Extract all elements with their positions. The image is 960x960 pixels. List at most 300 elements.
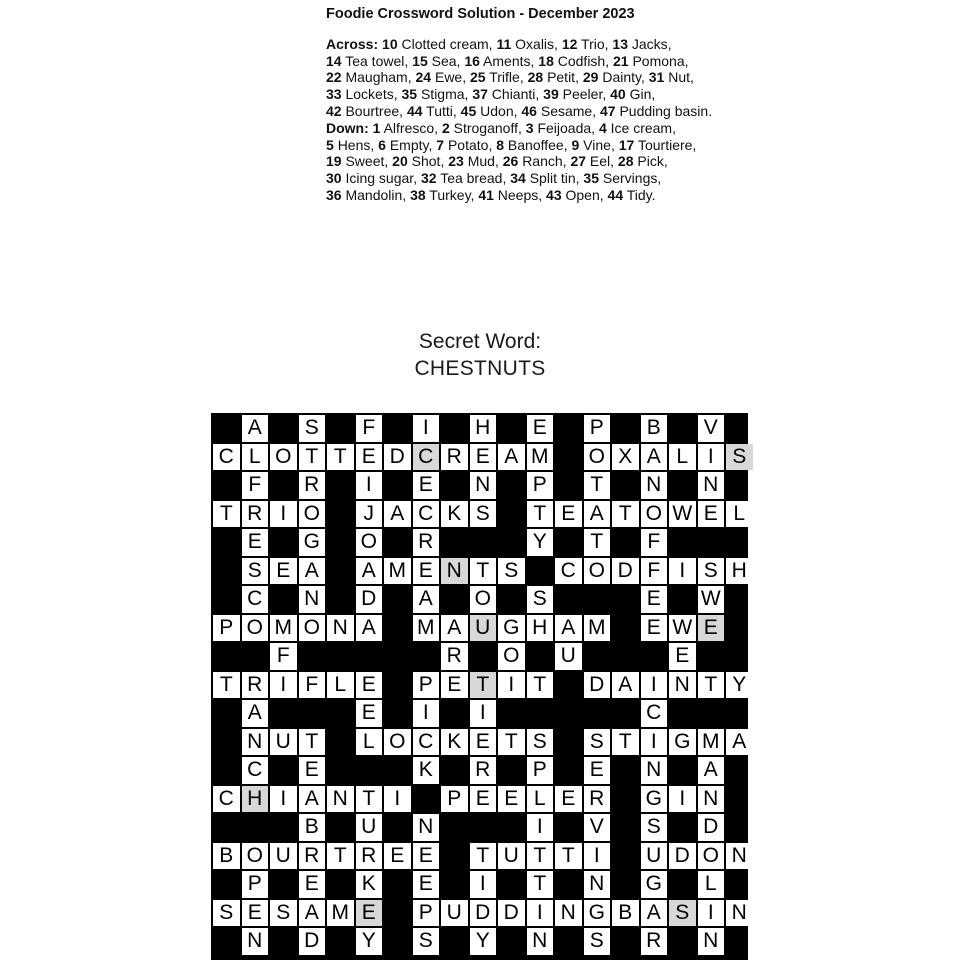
grid-cell: A [242, 415, 269, 442]
grid-cell: E [698, 501, 725, 528]
clue-entry [402, 86, 465, 102]
clue-answer: Trifle [489, 69, 520, 86]
clue-entry [326, 187, 402, 203]
grid-cell: O [470, 586, 497, 613]
clue-entry [412, 53, 456, 69]
grid-cell: L [726, 501, 753, 528]
grid-cell: F [270, 643, 297, 670]
clue-number: 19 [326, 153, 342, 170]
clue-number: 2 [441, 119, 450, 136]
grid-cell: U [555, 643, 582, 670]
clue-answer: Pick [637, 153, 664, 170]
grid-cell: E [669, 643, 696, 670]
clue-answer: Mandolin [345, 186, 403, 203]
grid-cell: R [299, 472, 326, 499]
clue-entry [464, 53, 530, 69]
grid-cell: A [726, 729, 753, 756]
grid-cell: N [698, 472, 725, 499]
clue-entry [613, 53, 685, 69]
grid-cell: E [413, 472, 440, 499]
grid-cell: A [584, 501, 611, 528]
grid-cell: E [270, 558, 297, 585]
grid-cell: G [641, 786, 668, 813]
grid-cell: U [270, 843, 297, 870]
grid-cell: W [669, 501, 696, 528]
grid-cell: K [413, 757, 440, 784]
grid-cell: T [527, 843, 554, 870]
clue-entry [410, 187, 470, 203]
across-answers: 10 Clotted cream, 11 Oxalis, 12 Trio, 13 Jacks, 14 Tea towel, 15 Sea, 16 Aments, 18 Codfish, 21 Pomona, 22 Maugham, 24 Ewe, 25 Trifle, 28 Petit, 29 Dainty, 31 Nut, 33 Lockets, 35 Stigma, 37 Chianti, 39 Peeler, 40 Gin, 42 Bourtree, 44 Tutti, 45 Udon, 46 Sesame, 47 Pudding basin. [326, 35, 713, 119]
clue-number: 47 [600, 102, 616, 119]
clue-entry [570, 153, 610, 169]
clue-number: 17 [618, 136, 635, 153]
grid-cell: H [527, 615, 554, 642]
clue-entry [612, 36, 667, 52]
grid-cell: R [356, 843, 383, 870]
clue-answer: Sesame [540, 102, 593, 119]
grid-cell: L [327, 672, 354, 699]
grid-cell: B [213, 843, 240, 870]
clue-number: 10 [382, 35, 398, 52]
grid-cell: T [498, 729, 525, 756]
grid-cell: C [213, 786, 240, 813]
grid-cell: E [555, 501, 582, 528]
clue-answer: Ice cream [610, 119, 673, 136]
clue-answer: Codfish [557, 52, 606, 69]
grid-cell: A [299, 786, 326, 813]
clue-answer: Stroganoff [453, 119, 518, 136]
grid-cell: S [527, 586, 554, 613]
clue-answer: Trio [581, 35, 605, 52]
clue-answer: Maugham [345, 69, 408, 86]
secret-letter-cell: E [698, 615, 725, 642]
grid-cell: T [327, 843, 354, 870]
clue-entry [373, 120, 435, 136]
grid-cell: F [641, 529, 668, 556]
grid-cell: E [356, 672, 383, 699]
grid-cell: S [698, 558, 725, 585]
grid-cell: M [584, 615, 611, 642]
down-label: Down: [326, 119, 369, 136]
clue-number: 33 [326, 86, 342, 103]
clue-answer: Tea bread [440, 170, 503, 187]
clue-number: 25 [470, 69, 486, 86]
grid-cell: O [384, 729, 411, 756]
grid-cell: A [498, 444, 525, 471]
grid-cell: I [669, 786, 696, 813]
grid-cell: F [641, 558, 668, 585]
grid-cell: T [584, 529, 611, 556]
clue-number: 4 [598, 119, 607, 136]
clue-entry [526, 120, 591, 136]
clue-number: 31 [648, 69, 665, 86]
grid-cell: D [299, 928, 326, 955]
grid-cell: N [641, 757, 668, 784]
grid-cell: A [555, 615, 582, 642]
clue-entry [326, 103, 399, 119]
clue-number: 5 [326, 136, 334, 153]
clue-answer: Split tin [529, 170, 576, 187]
clue-number: 41 [478, 186, 494, 203]
grid-cell: P [584, 415, 611, 442]
grid-cell: R [242, 672, 269, 699]
clue-number: 35 [583, 170, 599, 187]
clue-answer: Neeps [497, 186, 539, 203]
grid-cell: V [584, 814, 611, 841]
clue-entry [510, 170, 575, 186]
grid-cell: K [356, 871, 383, 898]
grid-cell: I [270, 672, 297, 699]
grid-cell: L [527, 786, 554, 813]
clue-number: 32 [420, 170, 437, 187]
clue-entry [599, 120, 672, 136]
grid-cell: P [242, 871, 269, 898]
clue-number: 23 [448, 153, 464, 170]
grid-cell: G [584, 900, 611, 927]
grid-cell: A [641, 444, 668, 471]
clue-answer: Alfresco [383, 119, 435, 136]
grid-cell: N [413, 814, 440, 841]
grid-cell: Y [356, 928, 383, 955]
grid-cell: C [213, 444, 240, 471]
grid-cell: N [242, 928, 269, 955]
secret-letter-cell: C [413, 444, 440, 471]
clue-answer: Oxalis [515, 35, 555, 52]
grid-cell: D [584, 672, 611, 699]
clue-number: 34 [510, 170, 526, 187]
clue-entry [610, 86, 651, 102]
grid-cell: I [527, 900, 554, 927]
grid-cell: R [641, 928, 668, 955]
grid-cell: E [356, 700, 383, 727]
grid-cell: J [356, 501, 383, 528]
grid-cell: T [698, 672, 725, 699]
clue-entry [649, 69, 690, 85]
grid-cell: A [384, 501, 411, 528]
grid-cell: O [299, 615, 326, 642]
grid-cell: E [555, 786, 582, 813]
clue-answer: Lockets [345, 86, 394, 103]
clue-answer: Hens [337, 136, 371, 153]
secret-letter-cell: H [242, 786, 269, 813]
clue-number: 39 [543, 86, 559, 103]
grid-cell: I [384, 786, 411, 813]
grid-cell: A [299, 900, 326, 927]
grid-cell: N [726, 843, 753, 870]
grid-cell: D [612, 558, 639, 585]
clue-entry [571, 137, 610, 153]
grid-cell: E [641, 615, 668, 642]
clue-entry [326, 69, 408, 85]
clue-answer: Servings [602, 170, 658, 187]
clue-answer: Dainty [602, 69, 641, 86]
clue-entry [421, 170, 503, 186]
grid-cell: I [356, 472, 383, 499]
clue-number: 1 [372, 119, 381, 136]
grid-cell: S [413, 928, 440, 955]
grid-cell: O [584, 558, 611, 585]
grid-cell: O [498, 643, 525, 670]
clue-number: 35 [401, 86, 418, 103]
down-answers: 1 Alfresco, 2 Stroganoff, 3 Feijoada, 4 Ice cream, 5 Hens, 6 Empty, 7 Potato, 8 Banoffee, 9 Vine, 17 Tourtiere, 19 Sweet, 20 Shot, 23 Mud, 26 Ranch, 27 Eel, 28 Pick, 30 Icing sugar, 32 Tea bread, 34 Split tin, 35 Servings, 36 Mandolin, 38 Turkey, 41 Neeps, 43 Open, 44 Tidy. [326, 119, 697, 203]
grid-cell: M [384, 558, 411, 585]
grid-cell: M [527, 444, 554, 471]
clue-number: 8 [496, 136, 505, 153]
clue-number: 30 [326, 170, 342, 187]
grid-cell: I [270, 501, 297, 528]
clue-number: 12 [561, 35, 578, 52]
grid-cell: S [299, 415, 326, 442]
clue-answer: Icing sugar [345, 170, 414, 187]
grid-cell: I [470, 871, 497, 898]
grid-cell: E [413, 558, 440, 585]
grid-cell: D [470, 900, 497, 927]
clue-number: 6 [378, 136, 386, 153]
grid-cell: N [470, 472, 497, 499]
clue-number: 9 [571, 136, 580, 153]
grid-cell: C [641, 700, 668, 727]
clue-entry [442, 120, 518, 136]
grid-cell: L [698, 871, 725, 898]
grid-cell: T [555, 843, 582, 870]
clue-number: 38 [410, 186, 426, 203]
grid-cell: P [213, 615, 240, 642]
clue-answer: Nut [668, 69, 691, 86]
grid-cell: U [441, 900, 468, 927]
grid-cell: G [299, 529, 326, 556]
grid-cell: O [584, 444, 611, 471]
clue-entry [562, 36, 605, 52]
clue-entry [326, 53, 404, 69]
clue-entry [416, 69, 463, 85]
grid-cell: R [441, 643, 468, 670]
grid-cell: N [555, 900, 582, 927]
grid-cell: M [413, 615, 440, 642]
grid-cell: V [698, 415, 725, 442]
grid-cell: N [242, 729, 269, 756]
grid-cell: L [242, 444, 269, 471]
clue-number: 16 [464, 52, 480, 69]
grid-cell: C [242, 586, 269, 613]
grid-cell: G [641, 871, 668, 898]
grid-cell: D [698, 814, 725, 841]
grid-cell: O [242, 843, 269, 870]
secret-word: CHESTNUTS [414, 357, 546, 380]
grid-cell: D [356, 586, 383, 613]
clue-entry [378, 137, 428, 153]
clue-answer: Tidy. [626, 186, 656, 203]
grid-cell: C [413, 501, 440, 528]
clue-number: 45 [460, 102, 477, 119]
grid-cell: O [270, 444, 297, 471]
clue-entry [407, 103, 453, 119]
grid-cell: Y [527, 529, 554, 556]
grid-cell: E [498, 786, 525, 813]
grid-cell: C [242, 757, 269, 784]
grid-cell: S [213, 900, 240, 927]
grid-cell: E [384, 843, 411, 870]
grid-cell: S [584, 928, 611, 955]
clue-entry [543, 86, 602, 102]
grid-cell: E [242, 900, 269, 927]
clue-answer: Mud [467, 153, 495, 170]
clue-number: 42 [326, 102, 342, 119]
grid-cell: I [527, 814, 554, 841]
grid-cell: N [584, 871, 611, 898]
clue-answer: Feijoada [537, 119, 592, 136]
grid-cell: O [356, 529, 383, 556]
clue-answer: Bourtree [345, 102, 400, 119]
grid-cell: T [356, 786, 383, 813]
clue-number: 7 [436, 136, 445, 153]
grid-cell: T [299, 729, 326, 756]
grid-cell: A [356, 615, 383, 642]
grid-cell: M [698, 729, 725, 756]
clue-number: 28 [527, 69, 544, 86]
grid-cell: E [413, 843, 440, 870]
grid-cell: B [641, 415, 668, 442]
clue-list [326, 36, 726, 204]
grid-cell: H [726, 558, 753, 585]
secret-word-label: Secret Word: [418, 330, 542, 353]
clue-number: 44 [607, 186, 624, 203]
grid-cell: W [698, 586, 725, 613]
grid-cell: T [213, 501, 240, 528]
clue-number: 11 [496, 35, 512, 52]
grid-cell: T [299, 444, 326, 471]
clue-answer: Tourtiere [637, 136, 693, 153]
grid-cell: O [242, 615, 269, 642]
grid-cell: T [527, 871, 554, 898]
grid-cell: I [413, 415, 440, 442]
clue-entry [619, 137, 693, 153]
grid-cell: R [584, 786, 611, 813]
grid-cell: N [299, 586, 326, 613]
clue-entry [583, 69, 641, 85]
grid-cell: N [327, 786, 354, 813]
clue-number: 28 [617, 153, 634, 170]
grid-cell: C [555, 558, 582, 585]
clue-answer: Udon [480, 102, 514, 119]
clue-answer: Ewe [434, 69, 463, 86]
clue-number: 46 [521, 102, 537, 119]
clue-entry [478, 187, 538, 203]
grid-cell: B [299, 814, 326, 841]
grid-cell: L [669, 444, 696, 471]
grid-cell: L [356, 729, 383, 756]
grid-cell: K [441, 501, 468, 528]
grid-cell: I [584, 843, 611, 870]
clue-number: 22 [326, 69, 342, 86]
grid-cell: B [612, 900, 639, 927]
grid-cell: H [470, 415, 497, 442]
clue-entry [538, 53, 605, 69]
clue-number: 24 [415, 69, 432, 86]
clue-answer: Ranch [522, 153, 563, 170]
clue-number: 20 [392, 153, 408, 170]
grid-cell: T [584, 472, 611, 499]
grid-cell: E [470, 729, 497, 756]
grid-cell: A [356, 558, 383, 585]
grid-cell: O [299, 501, 326, 528]
clue-answer: Tea towel [345, 52, 405, 69]
grid-cell: T [213, 672, 240, 699]
grid-cell: A [612, 672, 639, 699]
grid-cell: P [413, 900, 440, 927]
clue-entry [436, 137, 488, 153]
grid-cell: G [669, 729, 696, 756]
secret-letter-cell: S [726, 444, 753, 471]
grid-cell: I [641, 672, 668, 699]
grid-cell: G [498, 615, 525, 642]
clue-number: 43 [546, 186, 562, 203]
clue-entry [521, 103, 592, 119]
grid-cell: I [698, 900, 725, 927]
grid-cell: N [669, 672, 696, 699]
grid-cell: N [698, 928, 725, 955]
grid-cell: N [327, 615, 354, 642]
clue-answer: Banoffee [507, 136, 564, 153]
grid-cell: S [242, 558, 269, 585]
solution-title: Foodie Crossword Solution - December 2023 [326, 6, 635, 22]
grid-cell: U [270, 729, 297, 756]
grid-cell: A [641, 900, 668, 927]
clue-entry [608, 187, 656, 203]
grid-cell: E [584, 757, 611, 784]
clue-answer: Peeler [562, 86, 603, 103]
grid-cell: U [641, 843, 668, 870]
clue-answer: Pudding basin. [619, 102, 713, 119]
grid-cell: N [641, 472, 668, 499]
grid-cell: F [242, 472, 269, 499]
grid-cell: N [527, 928, 554, 955]
grid-cell: M [270, 615, 297, 642]
clue-number: 15 [412, 52, 428, 69]
clue-entry [503, 153, 563, 169]
grid-cell: U [356, 814, 383, 841]
clue-number: 40 [610, 86, 626, 103]
grid-cell: S [641, 814, 668, 841]
secret-letter-cell: T [470, 672, 497, 699]
down-section [326, 120, 696, 203]
clue-number: 13 [612, 35, 628, 52]
grid-cell: I [270, 786, 297, 813]
grid-cell: P [441, 786, 468, 813]
clue-answer: Clotted cream [401, 35, 489, 52]
grid-cell: E [242, 529, 269, 556]
grid-cell: O [698, 843, 725, 870]
grid-cell: Y [726, 672, 753, 699]
grid-cell: A [242, 700, 269, 727]
clue-answer: Empty [389, 136, 429, 153]
grid-cell: R [413, 529, 440, 556]
grid-cell: T [470, 843, 497, 870]
grid-cell: I [641, 729, 668, 756]
clue-answer: Tutti [426, 102, 453, 119]
grid-cell: T [612, 501, 639, 528]
grid-cell: N [698, 786, 725, 813]
grid-cell: Y [470, 928, 497, 955]
clue-entry [528, 69, 575, 85]
clue-number: 44 [406, 102, 423, 119]
clue-answer: Turkey [429, 186, 471, 203]
clue-answer: Petit [547, 69, 576, 86]
grid-cell: D [384, 444, 411, 471]
grid-cell: P [527, 472, 554, 499]
grid-cell: T [327, 444, 354, 471]
grid-cell: P [413, 672, 440, 699]
grid-cell: U [498, 843, 525, 870]
